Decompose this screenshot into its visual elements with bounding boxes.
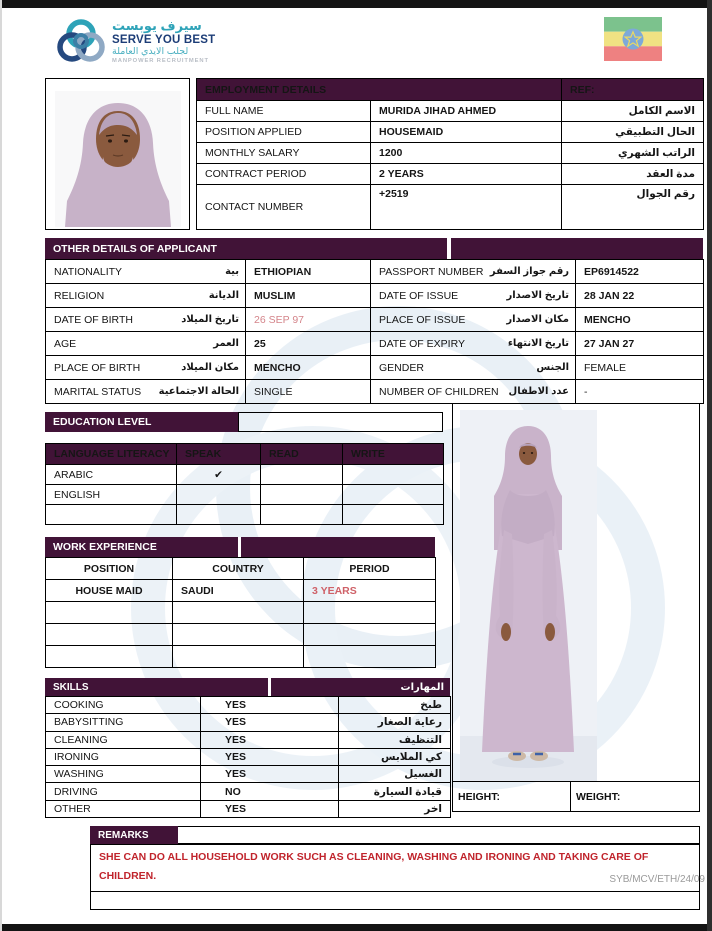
- english-speak-cell: [177, 485, 261, 505]
- other-details-header-right: [451, 238, 703, 259]
- remarks-title: REMARKS: [90, 826, 178, 844]
- work-period-value: 3 YEARS: [304, 580, 436, 602]
- place-of-birth-value: MENCHO: [246, 356, 371, 380]
- washing-label: WASHING: [46, 766, 201, 783]
- cooking-label-arabic: طبخ: [339, 697, 451, 714]
- babysitting-value: YES: [201, 714, 339, 731]
- viewer-frame-left: [0, 0, 2, 931]
- work-row-blank-cell: [304, 624, 436, 646]
- language-english-label: ENGLISH: [46, 485, 177, 505]
- read-header: READ: [261, 444, 343, 465]
- skills-header: [45, 678, 450, 696]
- date-of-expiry-value: 27 JAN 27: [576, 332, 704, 356]
- cooking-label: COOKING: [46, 697, 201, 714]
- marital-status-value: SINGLE: [246, 380, 371, 404]
- knot-logo-icon: [54, 16, 108, 70]
- employment-details-title: EMPLOYMENT DETAILS: [197, 79, 562, 101]
- remarks-header-blank: [178, 826, 700, 844]
- monthly-salary-value: 1200: [371, 143, 562, 164]
- blank-write-cell: [343, 505, 444, 525]
- gender-value: FEMALE: [576, 356, 704, 380]
- place-of-issue-value: MENCHO: [576, 308, 704, 332]
- age-label-cell: [46, 332, 246, 356]
- cooking-value: YES: [201, 697, 339, 714]
- language-blank-label: [46, 505, 177, 525]
- passport-number-label-cell: [371, 260, 576, 284]
- viewer-frame-bottom: [0, 924, 712, 931]
- religion-value: MUSLIM: [246, 284, 371, 308]
- country-header: COUNTRY: [173, 558, 304, 580]
- brand-name: SERVE YOU BEST: [112, 33, 216, 46]
- language-literacy-table: [45, 443, 444, 525]
- religion-label: RELIGION: [54, 289, 105, 302]
- position-applied-label-arabic: الحال التطبيقي: [562, 122, 704, 143]
- place-of-issue-label-arabic: مكان الاصدار: [506, 314, 569, 325]
- nationality-label: NATIONALITY: [54, 265, 123, 278]
- date-of-issue-value: 28 JAN 22: [576, 284, 704, 308]
- work-country-value: SAUDI: [173, 580, 304, 602]
- other-skill-label-arabic: اخر: [339, 800, 451, 817]
- washing-value: YES: [201, 766, 339, 783]
- nationality-value: ETHIOPIAN: [246, 260, 371, 284]
- driving-label: DRIVING: [46, 783, 201, 800]
- date-of-issue-label-cell: [371, 284, 576, 308]
- date-of-expiry-label-cell: [371, 332, 576, 356]
- contact-number-label: CONTACT NUMBER: [197, 185, 371, 230]
- work-experience-table: [45, 557, 436, 668]
- work-row-blank-cell: [46, 602, 173, 624]
- skills-title-arabic: المهارات: [271, 678, 450, 696]
- employment-details-table: [196, 78, 704, 230]
- brand-name-arabic: سيرف يوبست: [112, 18, 202, 33]
- height-weight-row: [453, 781, 699, 811]
- passport-number-label-arabic: رقم جواز السفر: [489, 266, 569, 277]
- date-of-issue-label-arabic: تاريخ الاصدار: [506, 290, 569, 301]
- position-header: POSITION: [46, 558, 173, 580]
- contact-number-label-arabic: رقم الجوال: [562, 185, 704, 230]
- driving-label-arabic: قيادة السيارة: [339, 783, 451, 800]
- viewer-frame-right: [707, 0, 712, 931]
- blank-speak-cell: [177, 505, 261, 525]
- work-row-blank-cell: [46, 624, 173, 646]
- work-row-blank-cell: [173, 624, 304, 646]
- contract-period-value: 2 YEARS: [371, 164, 562, 185]
- number-of-children-label: NUMBER OF CHILDREN: [379, 385, 499, 398]
- english-write-cell: [343, 485, 444, 505]
- babysitting-label-arabic: رعاية الصغار: [339, 714, 451, 731]
- work-row-blank-cell: [46, 646, 173, 668]
- education-level-value: [238, 412, 443, 432]
- age-value: 25: [246, 332, 371, 356]
- passport-number-label: PASSPORT NUMBER: [379, 265, 484, 278]
- brand-tagline: MANPOWER RECRUITMENT: [112, 58, 209, 65]
- remarks-text: SHE CAN DO ALL HOUSEHOLD WORK SUCH AS CLEANING, WASHING AND IRONING AND TAKING CARE OF CHILDREN.: [91, 845, 699, 892]
- full-name-value: MURIDA JIHAD AHMED: [371, 101, 562, 122]
- document-reference-code: SYB/MCV/ETH/24/09: [609, 874, 705, 885]
- arabic-write-cell: [343, 465, 444, 485]
- skills-table: [45, 696, 451, 818]
- cleaning-label: CLEANING: [46, 731, 201, 748]
- arabic-speak-checkmark: ✔: [177, 465, 261, 485]
- monthly-salary-label-arabic: الراتب الشهري: [562, 143, 704, 164]
- nationality-label-cell: [46, 260, 246, 284]
- full-name-label-arabic: الاسم الكامل: [562, 101, 704, 122]
- brand-text-block: [112, 19, 215, 65]
- place-of-issue-label: PLACE OF ISSUE: [379, 313, 466, 326]
- age-label-arabic: العمر: [213, 338, 239, 349]
- gender-label-arabic: الجنس: [536, 362, 569, 373]
- arabic-read-cell: [261, 465, 343, 485]
- write-header: WRITE: [343, 444, 444, 465]
- ironing-label: IRONING: [46, 748, 201, 765]
- date-of-expiry-label: DATE OF EXPIRY: [379, 337, 465, 350]
- marital-status-label-arabic: الحالة الاجتماعية: [158, 386, 239, 397]
- work-row-blank-cell: [304, 646, 436, 668]
- gender-label-cell: [371, 356, 576, 380]
- other-skill-label: OTHER: [46, 800, 201, 817]
- cleaning-label-arabic: التنظيف: [339, 731, 451, 748]
- english-read-cell: [261, 485, 343, 505]
- date-of-expiry-label-arabic: تاريخ الانتهاء: [507, 338, 569, 349]
- driving-value: NO: [201, 783, 339, 800]
- monthly-salary-label: MONTHLY SALARY: [197, 143, 371, 164]
- brand-tagline-arabic: لجلب الايدي العاملة: [112, 46, 189, 58]
- contact-number-value: +2519: [371, 185, 562, 230]
- language-arabic-label: ARABIC: [46, 465, 177, 485]
- ref-label: REF:: [562, 79, 704, 101]
- cleaning-value: YES: [201, 731, 339, 748]
- position-applied-label: POSITION APPLIED: [197, 122, 371, 143]
- place-of-birth-label: PLACE OF BIRTH: [54, 361, 141, 374]
- work-row-blank-cell: [173, 602, 304, 624]
- place-of-birth-label-arabic: مكان الميلاد: [181, 362, 239, 373]
- ethiopia-flag-icon: [604, 17, 662, 61]
- language-literacy-header: LANGUAGE LITERACY: [46, 444, 177, 465]
- work-experience-header-right: [241, 537, 435, 557]
- religion-label-arabic: الديانة: [208, 290, 239, 301]
- ironing-label-arabic: كي الملابس: [339, 748, 451, 765]
- remarks-empty-row: [91, 892, 699, 909]
- place-of-issue-label-cell: [371, 308, 576, 332]
- number-of-children-label-cell: [371, 380, 576, 404]
- work-row-blank-cell: [304, 602, 436, 624]
- weight-label: WEIGHT:: [570, 781, 699, 811]
- washing-label-arabic: الغسيل: [339, 766, 451, 783]
- work-experience-title: WORK EXPERIENCE: [45, 537, 238, 557]
- work-experience-header: [45, 537, 435, 557]
- skills-title: SKILLS: [45, 678, 268, 696]
- number-of-children-label-arabic: عدد الاطفال: [508, 386, 569, 397]
- passport-number-value: EP6914522: [576, 260, 704, 284]
- gender-label: GENDER: [379, 361, 424, 374]
- religion-label-cell: [46, 284, 246, 308]
- date-of-birth-label-cell: [46, 308, 246, 332]
- ironing-value: YES: [201, 748, 339, 765]
- remarks-header: [90, 826, 700, 844]
- marital-status-label: MARITAL STATUS: [54, 385, 142, 398]
- other-details-title: OTHER DETAILS OF APPLICANT: [45, 238, 447, 259]
- applicant-headshot-photo: [55, 91, 181, 227]
- applicant-fullbody-frame: [452, 403, 700, 812]
- full-name-label: FULL NAME: [197, 101, 371, 122]
- date-of-birth-label-arabic: تاريخ الميلاد: [181, 314, 239, 325]
- number-of-children-value: -: [576, 380, 704, 404]
- date-of-birth-label: DATE OF BIRTH: [54, 313, 133, 326]
- viewer-frame-top: [0, 0, 712, 8]
- other-details-table: [45, 259, 704, 404]
- applicant-fullbody-photo: [460, 410, 597, 782]
- period-header: PERIOD: [304, 558, 436, 580]
- position-applied-value: HOUSEMAID: [371, 122, 562, 143]
- applicant-headshot-frame: [45, 78, 190, 230]
- age-label: AGE: [54, 337, 77, 350]
- blank-read-cell: [261, 505, 343, 525]
- work-row-blank-cell: [173, 646, 304, 668]
- other-skill-value: YES: [201, 800, 339, 817]
- education-level-title: EDUCATION LEVEL: [45, 412, 238, 432]
- nationality-label-arabic: بية: [225, 266, 239, 277]
- contract-period-label: CONTRACT PERIOD: [197, 164, 371, 185]
- marital-status-label-cell: [46, 380, 246, 404]
- other-details-header: [45, 238, 703, 259]
- work-position-value: HOUSE MAID: [46, 580, 173, 602]
- babysitting-label: BABYSITTING: [46, 714, 201, 731]
- height-label: HEIGHT:: [453, 781, 570, 811]
- date-of-birth-value: 26 SEP 97: [246, 308, 371, 332]
- date-of-issue-label: DATE OF ISSUE: [379, 289, 459, 302]
- contract-period-label-arabic: مدة العقد: [562, 164, 704, 185]
- education-level-header: [45, 412, 238, 432]
- speak-header: SPEAK: [177, 444, 261, 465]
- place-of-birth-label-cell: [46, 356, 246, 380]
